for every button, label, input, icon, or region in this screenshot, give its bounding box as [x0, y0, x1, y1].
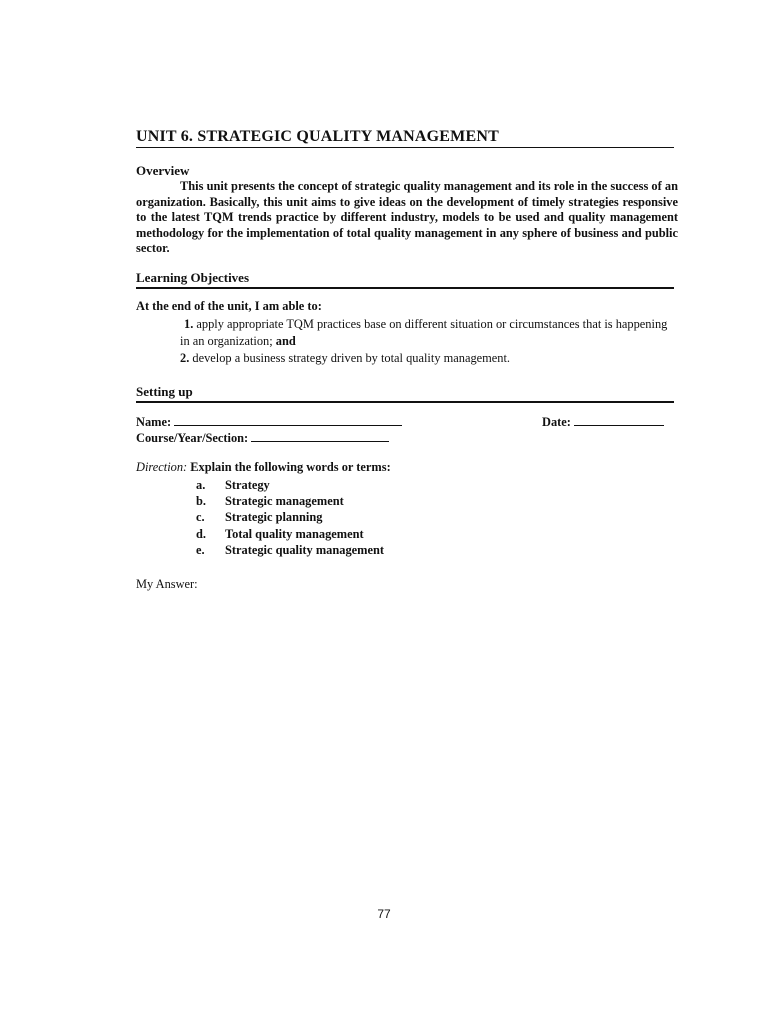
direction-line [136, 460, 391, 475]
term-text: Strategic management [225, 494, 344, 509]
objective-suffix: and [275, 334, 296, 348]
learning-objectives-list [180, 316, 680, 367]
course-blank-line[interactable] [251, 430, 389, 442]
term-text: Strategic quality management [225, 542, 384, 557]
terms-list [196, 477, 384, 558]
term-item [196, 526, 384, 542]
name-field-row [136, 414, 402, 430]
date-field-row [542, 414, 664, 430]
term-item [196, 542, 384, 558]
overview-paragraph: This unit presents the concept of strategic quality management and its role in the success of an organization. Basically, this unit aims to give ideas on the development of timely strategies responsive to the latest TQM trends practice by different industry, models to be used and quality management methodology for the implementation of total quality management in any sphere of business and public sector. [136, 179, 678, 256]
objective-text: develop a business strategy driven by total quality management. [192, 351, 511, 365]
objective-number: 2. [180, 351, 190, 365]
term-item [196, 477, 384, 493]
term-text: Strategy [225, 478, 270, 492]
term-item [196, 493, 384, 509]
page-number: 77 [377, 907, 391, 921]
term-letter: b. [196, 494, 206, 509]
learning-objectives-intro: At the end of the unit, I am able to: [136, 299, 322, 313]
name-blank-line[interactable] [174, 414, 402, 426]
my-answer-label: My Answer: [136, 577, 198, 591]
objective-number: 1. [184, 317, 194, 331]
term-text: Total quality management [225, 526, 364, 541]
term-text: Strategic planning [225, 510, 323, 525]
date-blank-line[interactable] [574, 414, 664, 426]
course-label: Course/Year/Section: [136, 431, 249, 445]
term-letter: a. [196, 478, 206, 492]
learning-objectives-heading: Learning Objectives [136, 270, 674, 289]
course-field-row [136, 430, 389, 446]
objective-item [180, 316, 680, 350]
date-label: Date: [542, 415, 571, 429]
term-letter: c. [196, 510, 205, 525]
term-letter: e. [196, 542, 205, 557]
objective-item [180, 350, 680, 367]
term-letter: d. [196, 526, 206, 541]
direction-label: Direction: [136, 460, 188, 474]
name-label: Name: [136, 415, 172, 429]
direction-text: Explain the following words or terms: [190, 460, 391, 474]
setting-up-heading: Setting up [136, 384, 674, 403]
objective-text: apply appropriate TQM practices base on different situation or circumstances that is happening in an organization; [180, 317, 668, 348]
unit-title: UNIT 6. STRATEGIC QUALITY MANAGEMENT [136, 128, 674, 148]
overview-heading: Overview [136, 163, 190, 178]
term-item [196, 509, 384, 525]
